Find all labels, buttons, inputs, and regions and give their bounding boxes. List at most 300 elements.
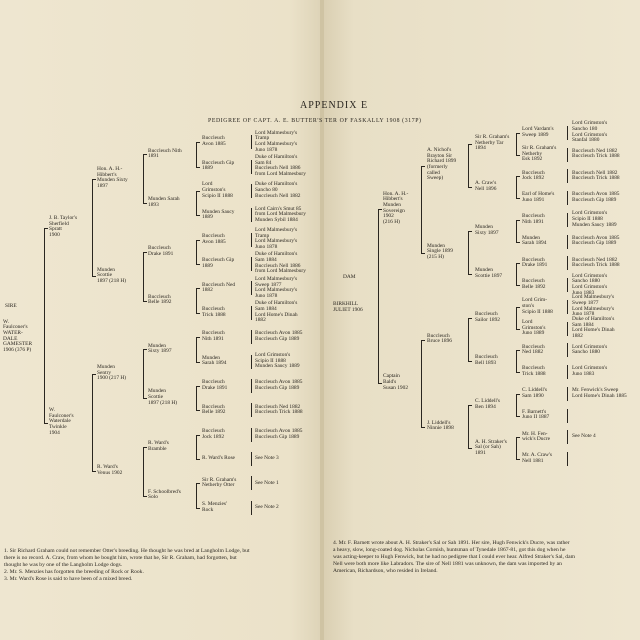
dam-parent-1-line: Susan 1902 [383,384,409,391]
pedigree-line [251,281,252,295]
sire-g4-7-line: Trick 1888 [202,311,226,318]
pedigree-line [143,447,147,448]
dam-parent-0-line: (216 H) [383,218,400,225]
dam-g5-0-line: Stanfal 1880 [572,137,600,144]
sire-label-line: SIRE [5,303,17,310]
sire-g5-7-line: Sam 1884 [255,305,277,312]
dam-g4-9-line: Grimston's [522,324,546,331]
dam-g5-12-line: Mr. Fenwick's Sweep [572,387,619,394]
book-gutter [320,0,324,640]
dam-g5-6-line: Buccleuch Trick 1888 [572,262,620,269]
sire-g4-1-line: 1889 [202,165,213,172]
dam-parent-1 [383,374,408,391]
dam-g4-3 [522,192,554,203]
dam-name-line: JULIET 1906 [333,306,363,313]
sire-g3-1 [148,197,180,208]
sire-g5-2-line: Duke of Hamilton's [255,181,298,188]
dam-g5-9-line: Duke of Hamilton's [572,316,615,323]
pedigree-line [92,179,93,277]
dam-g3-7-line: A. H. Straker's [475,438,507,445]
sire-g4-2-line: Scipio II 1888 [202,192,233,199]
sire-g3-2-line: Buccleuch [148,245,171,252]
pedigree-line [196,264,200,265]
sire-parent-1-line: W. [49,407,55,413]
pedigree-line [251,257,252,271]
sire-g5-15 [255,505,279,511]
dam-g3-2 [475,225,499,236]
pedigree-line [251,208,252,222]
dam-label-line: DAM [343,274,356,281]
sire-g3-6-line: R. Ward's [148,440,169,447]
dam-g4-6 [522,258,547,269]
dam-g3-0-line: 1894 [475,145,486,152]
pedigree-line [378,383,382,384]
sire-parent-1-line: Waterdale [49,418,71,425]
pedigree-line [196,483,197,507]
dam-g4-1 [522,146,556,163]
sire-g5-11-line: Buccleuch Ned 1882 [255,403,301,410]
sire-parent-1 [49,408,74,436]
sire-parent-0-line: 1900 [49,231,60,238]
sire-g4-7-line: Buccleuch [202,306,225,312]
dam-grandparent-0-line: Sweep) [427,175,444,182]
pedigree-line [516,307,520,308]
sire-g4-8 [202,331,225,342]
dam-g5-8-line: Lord Malmesbury's [572,305,615,312]
sire-grandparent-3-line: R. Ward's [97,464,118,471]
sire-g3-7-line: Solo [148,494,158,501]
sire-g4-1 [202,161,234,172]
footnote-line: a heavy, slow, long-coated dog. Nicholas Cornish, huntsman of Tynedale 1867-81, got this dog when he [333,547,566,553]
sire-g5-1-line: Buccleuch Nell 1886 [255,165,301,172]
sire-g3-5 [148,389,177,406]
dam-parent-0-line: Munden [383,201,401,208]
dam-g4-12-line: Sam 1890 [522,392,544,399]
dam-g5-0-line: Sancho 180 [572,125,598,132]
pedigree-line [468,405,472,406]
sire-g4-4 [202,234,226,245]
sire-grandparent-3-line: Venus 1902 [97,470,123,477]
sire-g5-0-line: Lord Malmesbury's [255,129,298,136]
sire-g4-2 [202,182,233,199]
sire-parent-1-line: Twinkle [49,424,67,431]
sire-g4-11-line: Belle 1892 [202,409,226,416]
pedigree-line [468,231,469,275]
pedigree-line [143,398,147,399]
sire-g4-2-line: Grimston's [202,186,226,193]
pedigree-line [196,459,200,460]
dam-g3-0-line: Sir R. Graham's [475,134,510,141]
pedigree-line [251,330,252,344]
dam-g3-5 [475,355,498,366]
sire-g4-3-line: 1889 [202,214,213,221]
sire-grandparent-0-line: Hibbert's [97,171,117,178]
dam-grandparent-0-line: called [427,169,440,176]
dam-g4-10 [522,345,545,356]
sire-g5-10-line: Buccleuch Gip 1889 [255,384,300,391]
pedigree-line [468,187,472,188]
dam-g4-7-line: Buccleuch [522,278,545,285]
sire-g5-5-line: Sam 1884 [255,257,277,264]
dam-g5-1-line: Buccleuch Ned 1882 [572,147,618,154]
dam-g5-7-line: Lord Grimston's [572,272,608,279]
pedigree-line [567,126,568,140]
sire-g4-13-line: R. Ward's Rose [202,455,235,462]
pedigree-line [196,386,197,410]
dam-g3-4-line: Sailor 1892 [475,316,501,323]
dam-g3-7 [475,440,507,457]
sire-g4-6-line: Buccleuch Ned [202,281,236,288]
sire-g3-2-line: Drake 1891 [148,250,174,257]
dam-g4-9-line: Juno 1889 [522,330,545,337]
pedigree-line [567,322,568,336]
pedigree-line [44,228,45,423]
pedigree-line [251,476,252,490]
pedigree-line [44,228,48,229]
sire-g5-7-line: 1882 [255,317,266,324]
pedigree-line [251,355,252,369]
sire-g5-6-line: Lord Malmesbury's [255,275,298,282]
dam-g4-5 [522,236,546,247]
dam-g4-8-line: ston's [522,302,535,309]
dam-g4-0 [522,127,554,138]
dam-g5-8-line: Lord Malmesbury's [572,294,615,301]
sire-name-line: DALE [3,335,18,342]
sire-g5-0-line: Lord Malmesbury's [255,140,298,147]
dam-g4-14 [522,432,550,443]
pedigree-line [516,198,520,199]
pedigree-line [567,256,568,270]
pedigree-line [143,349,147,350]
sire-g5-8 [255,331,303,342]
sire-g5-9-line: Munden Saucy 1889 [255,363,300,370]
sire-g3-6-line: Bramble [148,445,167,452]
sire-g3-5-line: 1897 (218 H) [148,399,178,406]
dam-g4-11-line: Trick 1888 [522,370,546,377]
pedigree-line [92,471,96,472]
sire-g5-3-line: from Lord Malmesbury [255,211,306,218]
pedigree-line [143,154,147,155]
footnote-line: Nell were both more like Labradors. The sire of Nell 1881 was unknown, the dam was imported by an [333,561,562,567]
sire-parent-1-line: 1904 [49,429,60,436]
dam-g4-11 [522,366,546,377]
sire-grandparent-1 [97,268,126,285]
sire-g5-3-line: Lord Cairn's Smut 85 [255,205,302,212]
sire-g5-8-line: Buccleuch Gip 1889 [255,336,300,343]
pedigree-line [567,343,568,357]
dam-grandparent-1-line: (215 H) [427,254,444,261]
pedigree-line [516,329,520,330]
sire-g4-1-line: Buccleuch Gip [202,159,235,166]
dam-g5-2-line: Buccleuch Nell 1882 [572,169,618,176]
footnote-line: 2. Mr. S. Menzies has forgotten the breeding of Rock or Rook. [4,569,144,575]
pedigree-line [92,276,96,277]
pedigree-line [196,337,197,361]
pedigree-line [143,252,144,301]
dam-g4-1-line: Netherby [522,150,543,157]
pedigree-line [421,253,425,254]
dam-g3-6 [475,399,500,410]
sire-g4-8-line: Nith 1891 [202,336,224,343]
sire-g5-8-line: Buccleuch Avon 1885 [255,330,303,337]
sire-g4-12 [202,429,225,440]
pedigree-line [251,306,252,320]
sire-g3-1-line: Munden Sarah [148,196,180,203]
sire-g5-1-line: Duke of Hamilton's [255,153,298,160]
dam-parent-1-line: Captain [383,373,400,380]
pedigree-line [421,166,425,167]
pedigree-line [516,416,520,417]
dam-g3-6-line: Ben 1894 [475,403,496,410]
pedigree-line [567,235,568,249]
sire-g3-2 [148,246,173,257]
sire-grandparent-2-line: Sentry [97,369,112,376]
sire-grandparent-1-line: Munden [97,266,115,273]
dam-g5-7-line: Juno 1883 [572,289,595,296]
sire-g4-9-line: Munden [202,354,220,361]
dam-g5-5-line: Buccleuch Avon 1885 [572,234,620,241]
sire-g5-6-line: Juno 1878 [255,292,278,299]
sire-grandparent-0 [97,167,128,190]
dam-g3-5-line: Bell 1893 [475,360,497,367]
dam-g4-13 [522,410,549,421]
sire-name-line: Faulconer's [3,324,28,331]
dam-grandparent-3 [427,421,454,432]
sire-g4-0-line: Avon 1885 [202,141,226,148]
pedigree-line [143,203,147,204]
footnote-line: thought he was by one of the Langholm Lodge dogs. [4,562,123,568]
sire-g4-4-line: Avon 1885 [202,238,226,245]
dam-g5-6 [572,258,620,269]
pedigree-line [516,372,520,373]
sire-parent-0-line: J. B. Taylor's [49,214,78,221]
sire-g5-5 [255,252,306,275]
dam-g3-4-line: Buccleuch [475,310,498,317]
appendix-title: APPENDIX E [300,100,369,111]
pedigree-line [251,452,252,466]
pedigree-line [516,307,517,329]
sire-g5-1-line: Sam 84 [255,159,272,166]
dam-g4-4-line: Buccleuch [522,213,545,220]
pedigree-line [516,133,520,134]
pedigree-line [251,233,252,247]
sire-g4-10-line: Drake 1891 [202,384,228,391]
dam-g4-10-line: Buccleuch [522,343,545,350]
pedigree-line [143,349,144,398]
pedigree-line [468,231,472,232]
sire-g5-4-line: Lord Malmesbury's [255,227,298,234]
dam-g4-11-line: Buccleuch [522,365,545,372]
pedigree-line [196,240,197,264]
sire-parent-0-line: Sherfield [49,220,69,227]
pedigree-line [196,142,197,166]
dam-grandparent-1-line: Single 1899 [427,248,453,255]
pedigree-line [516,155,520,156]
pedigree-line [567,430,568,444]
sire-g5-0-line: Juno 1878 [255,146,278,153]
dam-g4-8-line: Scipio II 1888 [522,308,553,315]
pedigree-line [196,435,200,436]
dam-parent-0-line: Sovereign [383,207,405,214]
pedigree-line [567,387,568,401]
dam-g4-6-line: Buccleuch [522,256,545,263]
sire-g5-10 [255,380,303,391]
pedigree-line [567,452,568,466]
pedigree-line [516,242,520,243]
pedigree-line [196,288,197,312]
dam-g5-0-line: Lord Grimston's [572,120,608,127]
sire-g4-12-line: Jock 1892 [202,433,225,440]
sire-g5-10-line: Buccleuch Avon 1885 [255,379,303,386]
dam-g3-3-line: Munden [475,267,493,274]
sire-g4-15-line: Rock [202,506,214,513]
pedigree-line [516,176,517,198]
pedigree-line [516,437,520,438]
sire-g5-9 [255,353,300,370]
dam-g5-1 [572,149,620,160]
dam-g5-4-line: Scipio II 1888 [572,215,603,222]
dam-g5-8-line: Sweep 1877 [572,299,599,306]
pedigree-line [196,313,200,314]
dam-g4-7-line: Belle 1892 [522,283,546,290]
dam-g4-13-line: F. Barnett's [522,408,547,415]
pedigree-line [516,176,520,177]
pedigree-line [196,483,200,484]
sire-g4-9 [202,356,226,367]
pedigree-line [378,209,382,210]
dam-g5-10-line: Sancho 1880 [572,349,600,356]
sire-g5-14 [255,481,279,487]
sire-g3-3 [148,295,172,306]
dam-g3-2-line: Munden [475,223,493,230]
pedigree-line [196,167,200,168]
dam-g5-4-line: Lord Grimston's [572,210,608,217]
dam-g5-3-line: Buccleuch Avon 1885 [572,191,620,198]
pedigree-line [196,435,197,459]
sire-name [3,320,32,354]
dam-g4-8 [522,298,553,315]
dam-g4-15-line: Nell 1881 [522,457,544,464]
pedigree-line [92,179,96,180]
pedigree-line [516,350,517,372]
pedigree-line [516,263,520,264]
pedigree-line [516,285,520,286]
dam-g3-1 [475,181,496,192]
sire-g5-9-line: Lord Grimston's [255,351,291,358]
pedigree-subtitle: PEDIGREE OF CAPT. A. E. BUTTER'S TER OF FASKALLY 1908 (317P) [208,118,422,124]
pedigree-line [421,427,425,428]
sire-g3-6 [148,441,169,452]
pedigree-line [143,496,147,497]
sire-g5-13 [255,456,279,462]
dam-g4-2-line: Buccleuch [522,169,545,176]
sire-g5-4 [255,228,297,251]
dam-g5-10-line: Lord Grimston's [572,343,608,350]
sire-g5-5-line: from Lord Malmesbury [255,268,306,275]
sire-grandparent-0-line: Munden Sixty [97,177,128,184]
sire-g4-9-line: Sarah 1894 [202,360,227,367]
pedigree-line [92,374,93,472]
pedigree-line [251,428,252,442]
sire-name-line: 1906 (376 P) [3,346,32,353]
pedigree-line [251,135,252,149]
sire-g5-1-line: from Lord Malmesbury [255,170,306,177]
footnote-line: 3. Mr. Ward's Rose is said to have been of a mixed breed. [4,576,133,582]
pedigree-line [567,365,568,379]
dam-g4-2 [522,171,545,182]
pedigree-line [516,263,517,285]
pedigree-line [251,379,252,393]
pedigree-line [468,144,469,188]
sire-grandparent-2-line: Munden [97,364,115,371]
pedigree-line [251,160,252,174]
sire-g4-12-line: Buccleuch [202,427,225,434]
pedigree-line [196,191,200,192]
sire-g5-3 [255,207,306,224]
pedigree-line [468,361,472,362]
pedigree-line [516,459,520,460]
sire-g5-6-line: Sweep 1877 [255,281,282,288]
sire-g5-4-line: Tramp [255,232,270,239]
sire-g4-15 [202,502,227,513]
pedigree-line [567,169,568,183]
dam-g5-0-line: Lord Grimston's [572,131,608,138]
sire-name-line: WATER- [3,329,23,336]
sire-grandparent-0-line: Hon. A. H.- [97,166,123,173]
pedigree-line [196,288,200,289]
dam-g3-7-line: Sal (or Sah) [475,444,501,451]
sire-g4-3-line: Munden Saucy [202,208,235,215]
footnote-line: there is no record. A. Craw, from whom he bought him, wrote that he, Sir R. Graham, had forgotten, but [4,555,237,561]
pedigree-line [196,337,200,338]
sire-g4-0 [202,136,226,147]
dam-g4-1-line: Esk 1892 [522,156,543,163]
pedigree-line [567,409,568,423]
dam-g5-5 [572,236,620,247]
dam-g5-4 [572,211,617,228]
pedigree-line [468,448,472,449]
sire-g4-13 [202,456,235,462]
pedigree-line [196,410,200,411]
pedigree-line [143,154,144,203]
pedigree-line [196,142,200,143]
sire-g3-1-line: 1893 [148,201,159,208]
dam-g5-7-line: Sancho 1880 [572,278,600,285]
sire-g4-6-line: 1882 [202,287,213,294]
sire-label [5,304,17,310]
dam-g5-10 [572,345,607,356]
sire-grandparent-1-line: 1897 (218 H) [97,277,127,284]
sire-g4-7 [202,307,226,318]
dam-g4-7 [522,279,546,290]
pedigree-line [196,508,200,509]
dam-g5-0 [572,121,607,144]
dam-g5-6-line: Buccleuch Ned 1882 [572,256,618,263]
dam-label [343,275,356,281]
sire-g3-7-line: F. Schoolbred's [148,488,181,495]
pedigree-line [468,318,472,319]
pedigree-line [421,166,422,253]
dam-g4-6-line: Drake 1891 [522,262,548,269]
sire-g3-3-line: Buccleuch [148,293,171,300]
dam-g4-0-line: Lord Vardam's [522,126,554,133]
sire-g3-5-line: Scottie [148,394,163,401]
dam-g4-9 [522,320,545,337]
pedigree-line [468,274,472,275]
sire-g5-11-line: Buccleuch Trick 1888 [255,409,303,416]
dam-grandparent-0-line: Richard 1899 [427,158,457,165]
sire-g3-7 [148,490,181,501]
